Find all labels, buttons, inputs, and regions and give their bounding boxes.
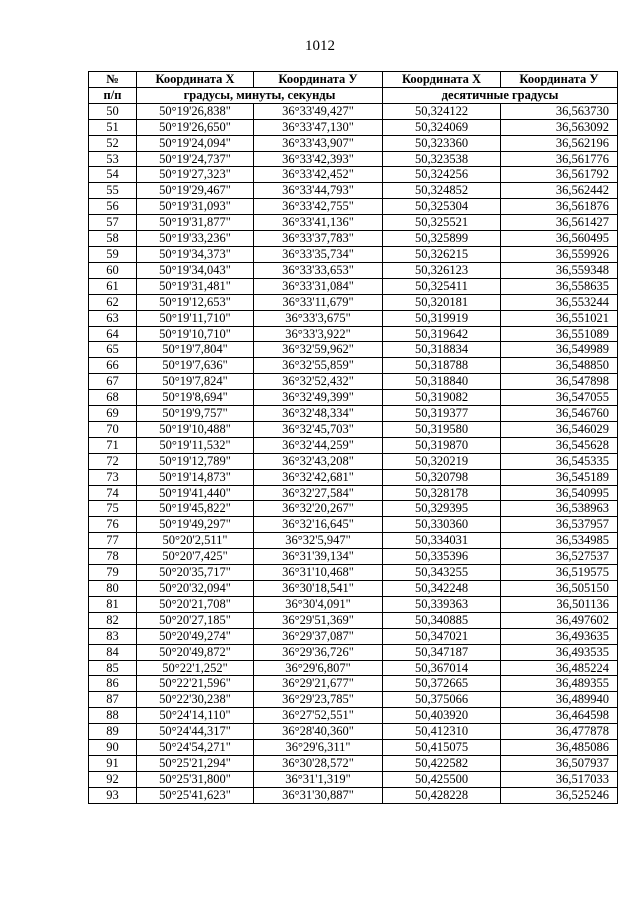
coord-y-dec: 36,517033 [501, 771, 618, 787]
table-row [89, 771, 618, 787]
coord-y-dec: 36,493535 [501, 644, 618, 660]
coord-y-dec: 36,464598 [501, 708, 618, 724]
coord-x-dms: 50°20'32,094" [137, 581, 254, 597]
row-number: 76 [89, 517, 137, 533]
coord-y-dms: 36°30'28,572" [254, 755, 383, 771]
table-row [89, 421, 618, 437]
coord-x-dms: 50°19'7,804" [137, 342, 254, 358]
coord-y-dec: 36,560495 [501, 231, 618, 247]
header-row-1 [89, 72, 618, 88]
coord-y-dms: 36°33'31,084" [254, 278, 383, 294]
coord-x-dec: 50,422582 [383, 755, 501, 771]
coord-x-dec: 50,324122 [383, 103, 501, 119]
coord-y-dec: 36,563730 [501, 103, 618, 119]
coord-x-dec: 50,326215 [383, 246, 501, 262]
row-number: 89 [89, 724, 137, 740]
coord-x-dms: 50°19'14,873" [137, 469, 254, 485]
coord-y-dec: 36,525246 [501, 787, 618, 803]
row-number: 57 [89, 215, 137, 231]
table-row [89, 660, 618, 676]
table-row [89, 151, 618, 167]
coord-y-dec: 36,501136 [501, 596, 618, 612]
row-number: 59 [89, 246, 137, 262]
coord-x-dms: 50°19'31,093" [137, 199, 254, 215]
coord-x-dec: 50,325304 [383, 199, 501, 215]
row-number: 56 [89, 199, 137, 215]
coord-y-dec: 36,562196 [501, 135, 618, 151]
coord-y-dms: 36°29'23,785" [254, 692, 383, 708]
coord-x-dms: 50°24'44,317" [137, 724, 254, 740]
coord-x-dec: 50,425500 [383, 771, 501, 787]
coord-y-dec: 36,546760 [501, 406, 618, 422]
table-row [89, 469, 618, 485]
coord-x-dms: 50°19'10,710" [137, 326, 254, 342]
coord-y-dms: 36°32'48,334" [254, 406, 383, 422]
coord-x-dec: 50,343255 [383, 565, 501, 581]
coord-x-dec: 50,324256 [383, 167, 501, 183]
table-row [89, 326, 618, 342]
coord-x-dec: 50,375066 [383, 692, 501, 708]
coord-y-dec: 36,519575 [501, 565, 618, 581]
row-number: 51 [89, 119, 137, 135]
coord-y-dms: 36°29'21,677" [254, 676, 383, 692]
coord-y-dms: 36°33'42,755" [254, 199, 383, 215]
table-row [89, 549, 618, 565]
table-row [89, 692, 618, 708]
table-row [89, 246, 618, 262]
coord-y-dec: 36,534985 [501, 533, 618, 549]
coord-y-dms: 36°29'6,807" [254, 660, 383, 676]
coord-y-dec: 36,537957 [501, 517, 618, 533]
table-row [89, 199, 618, 215]
row-number: 90 [89, 740, 137, 756]
coord-x-dec: 50,412310 [383, 724, 501, 740]
coord-y-dec: 36,551021 [501, 310, 618, 326]
coord-x-dec: 50,318834 [383, 342, 501, 358]
row-number: 64 [89, 326, 137, 342]
coord-y-dec: 36,551089 [501, 326, 618, 342]
table-row [89, 453, 618, 469]
coord-y-dms: 36°33'47,130" [254, 119, 383, 135]
coord-x-dms: 50°20'2,511" [137, 533, 254, 549]
coord-y-dms: 36°33'11,679" [254, 294, 383, 310]
row-number: 91 [89, 755, 137, 771]
coord-y-dec: 36,485224 [501, 660, 618, 676]
row-number: 70 [89, 421, 137, 437]
coord-x-dms: 50°19'10,488" [137, 421, 254, 437]
coord-y-dec: 36,540995 [501, 485, 618, 501]
coord-x-dms: 50°19'11,710" [137, 310, 254, 326]
table-row [89, 485, 618, 501]
coord-y-dms: 36°31'30,887" [254, 787, 383, 803]
table-row [89, 676, 618, 692]
header-row-2 [89, 87, 618, 103]
table-row [89, 342, 618, 358]
row-number: 60 [89, 262, 137, 278]
table-row [89, 533, 618, 549]
row-number: 80 [89, 581, 137, 597]
coord-x-dms: 50°19'31,877" [137, 215, 254, 231]
coord-x-dms: 50°19'9,757" [137, 406, 254, 422]
coord-x-dec: 50,329395 [383, 501, 501, 517]
coord-x-dec: 50,334031 [383, 533, 501, 549]
table-row [89, 755, 618, 771]
coord-x-dms: 50°19'33,236" [137, 231, 254, 247]
row-number: 93 [89, 787, 137, 803]
coord-x-dms: 50°25'21,294" [137, 755, 254, 771]
table-row [89, 262, 618, 278]
coord-y-dms: 36°32'49,399" [254, 390, 383, 406]
row-number: 69 [89, 406, 137, 422]
coord-y-dec: 36,505150 [501, 581, 618, 597]
coord-x-dms: 50°25'31,800" [137, 771, 254, 787]
table-row [89, 374, 618, 390]
coord-y-dms: 36°33'3,922" [254, 326, 383, 342]
coord-y-dms: 36°32'59,962" [254, 342, 383, 358]
coord-x-dms: 50°19'24,737" [137, 151, 254, 167]
header-coord-y-dms: Координата У [254, 72, 383, 88]
coord-x-dec: 50,319580 [383, 421, 501, 437]
coord-x-dec: 50,319870 [383, 437, 501, 453]
coord-y-dec: 36,559926 [501, 246, 618, 262]
table-row [89, 581, 618, 597]
coord-y-dec: 36,545628 [501, 437, 618, 453]
coord-y-dec: 36,545335 [501, 453, 618, 469]
table-row [89, 517, 618, 533]
coord-x-dec: 50,318788 [383, 358, 501, 374]
coord-x-dms: 50°19'27,323" [137, 167, 254, 183]
coord-y-dms: 36°33'49,427" [254, 103, 383, 119]
row-number: 54 [89, 167, 137, 183]
coord-y-dec: 36,489355 [501, 676, 618, 692]
coord-y-dec: 36,561776 [501, 151, 618, 167]
header-coord-y-dec: Координата У [501, 72, 618, 88]
coord-x-dec: 50,318840 [383, 374, 501, 390]
row-number: 67 [89, 374, 137, 390]
coord-x-dec: 50,319082 [383, 390, 501, 406]
coord-y-dms: 36°32'55,859" [254, 358, 383, 374]
coord-y-dec: 36,493635 [501, 628, 618, 644]
row-number: 87 [89, 692, 137, 708]
coord-y-dms: 36°29'51,369" [254, 612, 383, 628]
coord-x-dec: 50,320798 [383, 469, 501, 485]
coord-x-dec: 50,319642 [383, 326, 501, 342]
row-number: 62 [89, 294, 137, 310]
coord-x-dms: 50°20'21,708" [137, 596, 254, 612]
row-number: 81 [89, 596, 137, 612]
coord-y-dms: 36°28'40,360" [254, 724, 383, 740]
coord-x-dms: 50°19'11,532" [137, 437, 254, 453]
coord-y-dec: 36,563092 [501, 119, 618, 135]
coord-y-dec: 36,561792 [501, 167, 618, 183]
coord-x-dms: 50°20'7,425" [137, 549, 254, 565]
table-body [89, 103, 618, 803]
coord-x-dms: 50°19'41,440" [137, 485, 254, 501]
coord-y-dms: 36°33'42,393" [254, 151, 383, 167]
coord-x-dms: 50°20'35,717" [137, 565, 254, 581]
coord-y-dec: 36,547898 [501, 374, 618, 390]
coord-y-dec: 36,548850 [501, 358, 618, 374]
table-row [89, 406, 618, 422]
coord-x-dms: 50°19'7,824" [137, 374, 254, 390]
coord-y-dms: 36°33'37,783" [254, 231, 383, 247]
coord-y-dms: 36°32'52,432" [254, 374, 383, 390]
coord-x-dec: 50,347021 [383, 628, 501, 644]
header-group-dms: градусы, минуты, секунды [137, 87, 383, 103]
coord-y-dms: 36°33'42,452" [254, 167, 383, 183]
coord-y-dms: 36°32'42,681" [254, 469, 383, 485]
table-row [89, 294, 618, 310]
coord-y-dms: 36°27'52,551" [254, 708, 383, 724]
table-row [89, 787, 618, 803]
coord-y-dms: 36°32'43,208" [254, 453, 383, 469]
coord-y-dms: 36°32'16,645" [254, 517, 383, 533]
coord-x-dec: 50,323360 [383, 135, 501, 151]
row-number: 85 [89, 660, 137, 676]
coord-x-dec: 50,347187 [383, 644, 501, 660]
coord-x-dec: 50,339363 [383, 596, 501, 612]
coord-y-dec: 36,497602 [501, 612, 618, 628]
table-row [89, 183, 618, 199]
coord-x-dec: 50,403920 [383, 708, 501, 724]
coord-y-dec: 36,561876 [501, 199, 618, 215]
table-row [89, 724, 618, 740]
coord-x-dms: 50°24'14,110" [137, 708, 254, 724]
table-row [89, 644, 618, 660]
coord-y-dms: 36°29'37,087" [254, 628, 383, 644]
coord-x-dec: 50,415075 [383, 740, 501, 756]
table-row [89, 596, 618, 612]
coord-y-dms: 36°32'45,703" [254, 421, 383, 437]
coord-y-dec: 36,538963 [501, 501, 618, 517]
coord-y-dms: 36°30'4,091" [254, 596, 383, 612]
coord-x-dec: 50,320181 [383, 294, 501, 310]
coord-x-dms: 50°19'24,094" [137, 135, 254, 151]
coord-x-dms: 50°19'49,297" [137, 517, 254, 533]
coord-y-dec: 36,477878 [501, 724, 618, 740]
coord-y-dms: 36°31'10,468" [254, 565, 383, 581]
table-row [89, 358, 618, 374]
coord-x-dec: 50,323538 [383, 151, 501, 167]
row-number: 78 [89, 549, 137, 565]
row-number: 68 [89, 390, 137, 406]
coord-x-dec: 50,326123 [383, 262, 501, 278]
coord-y-dec: 36,507937 [501, 755, 618, 771]
coord-x-dms: 50°22'21,596" [137, 676, 254, 692]
coord-y-dec: 36,527537 [501, 549, 618, 565]
coord-y-dec: 36,561427 [501, 215, 618, 231]
coord-y-dec: 36,562442 [501, 183, 618, 199]
coord-x-dms: 50°25'41,623" [137, 787, 254, 803]
coord-y-dms: 36°32'27,584" [254, 485, 383, 501]
row-number: 86 [89, 676, 137, 692]
coord-x-dms: 50°19'26,650" [137, 119, 254, 135]
coord-y-dms: 36°29'36,726" [254, 644, 383, 660]
coord-y-dec: 36,545189 [501, 469, 618, 485]
coord-x-dec: 50,319377 [383, 406, 501, 422]
row-number: 84 [89, 644, 137, 660]
coord-x-dec: 50,367014 [383, 660, 501, 676]
table-row [89, 231, 618, 247]
coord-y-dms: 36°33'3,675" [254, 310, 383, 326]
row-number: 71 [89, 437, 137, 453]
coord-y-dec: 36,485086 [501, 740, 618, 756]
row-number: 75 [89, 501, 137, 517]
coord-x-dec: 50,340885 [383, 612, 501, 628]
table-row [89, 740, 618, 756]
row-number: 66 [89, 358, 137, 374]
row-number: 65 [89, 342, 137, 358]
coord-x-dms: 50°24'54,271" [137, 740, 254, 756]
coord-y-dms: 36°29'6,311" [254, 740, 383, 756]
table-row [89, 708, 618, 724]
coord-x-dms: 50°19'45,822" [137, 501, 254, 517]
coord-y-dec: 36,553244 [501, 294, 618, 310]
header-group-dec: десятичные градусы [383, 87, 618, 103]
coord-y-dms: 36°32'44,259" [254, 437, 383, 453]
coord-x-dec: 50,325411 [383, 278, 501, 294]
coordinates-table [88, 71, 618, 804]
row-number: 77 [89, 533, 137, 549]
table-row [89, 565, 618, 581]
coord-x-dms: 50°20'27,185" [137, 612, 254, 628]
coord-x-dms: 50°22'30,238" [137, 692, 254, 708]
row-number: 52 [89, 135, 137, 151]
table-row [89, 215, 618, 231]
coord-x-dms: 50°19'26,838" [137, 103, 254, 119]
coord-x-dec: 50,372665 [383, 676, 501, 692]
coord-x-dec: 50,342248 [383, 581, 501, 597]
row-number: 73 [89, 469, 137, 485]
coord-y-dec: 36,547055 [501, 390, 618, 406]
coord-y-dms: 36°33'33,653" [254, 262, 383, 278]
coord-y-dms: 36°30'18,541" [254, 581, 383, 597]
row-number: 63 [89, 310, 137, 326]
coord-x-dms: 50°19'7,636" [137, 358, 254, 374]
header-coord-x-dms: Координата Х [137, 72, 254, 88]
table-row [89, 278, 618, 294]
coord-x-dec: 50,335396 [383, 549, 501, 565]
table-row [89, 437, 618, 453]
coord-x-dms: 50°19'8,694" [137, 390, 254, 406]
table-row [89, 628, 618, 644]
header-num-bottom: п/п [89, 87, 137, 103]
coord-x-dec: 50,330360 [383, 517, 501, 533]
page-number: 1012 [305, 38, 335, 54]
coord-y-dec: 36,489940 [501, 692, 618, 708]
coord-y-dms: 36°33'35,734" [254, 246, 383, 262]
coord-y-dec: 36,549989 [501, 342, 618, 358]
coord-x-dms: 50°19'12,789" [137, 453, 254, 469]
coord-x-dms: 50°22'1,252" [137, 660, 254, 676]
coord-y-dms: 36°31'1,319" [254, 771, 383, 787]
row-number: 61 [89, 278, 137, 294]
coord-x-dms: 50°19'31,481" [137, 278, 254, 294]
row-number: 53 [89, 151, 137, 167]
coord-y-dms: 36°33'41,136" [254, 215, 383, 231]
coord-x-dec: 50,325521 [383, 215, 501, 231]
coord-x-dms: 50°19'34,043" [137, 262, 254, 278]
coord-x-dms: 50°19'12,653" [137, 294, 254, 310]
table-row [89, 119, 618, 135]
table-row [89, 390, 618, 406]
row-number: 72 [89, 453, 137, 469]
table-row [89, 501, 618, 517]
table-row [89, 167, 618, 183]
coord-x-dec: 50,428228 [383, 787, 501, 803]
coord-x-dms: 50°19'29,467" [137, 183, 254, 199]
coord-x-dec: 50,325899 [383, 231, 501, 247]
coord-y-dms: 36°32'20,267" [254, 501, 383, 517]
coord-x-dec: 50,328178 [383, 485, 501, 501]
row-number: 58 [89, 231, 137, 247]
coord-x-dec: 50,319919 [383, 310, 501, 326]
coord-y-dms: 36°31'39,134" [254, 549, 383, 565]
coord-x-dec: 50,324852 [383, 183, 501, 199]
coord-x-dms: 50°20'49,274" [137, 628, 254, 644]
table-row [89, 310, 618, 326]
coord-y-dms: 36°32'5,947" [254, 533, 383, 549]
row-number: 88 [89, 708, 137, 724]
coord-y-dms: 36°33'43,907" [254, 135, 383, 151]
table-row [89, 612, 618, 628]
row-number: 83 [89, 628, 137, 644]
coord-y-dec: 36,559348 [501, 262, 618, 278]
coord-x-dec: 50,324069 [383, 119, 501, 135]
coord-x-dms: 50°19'34,373" [137, 246, 254, 262]
table-row [89, 103, 618, 119]
table-header [89, 72, 618, 104]
row-number: 82 [89, 612, 137, 628]
row-number: 50 [89, 103, 137, 119]
coord-x-dms: 50°20'49,872" [137, 644, 254, 660]
coord-y-dec: 36,558635 [501, 278, 618, 294]
coord-y-dms: 36°33'44,793" [254, 183, 383, 199]
row-number: 55 [89, 183, 137, 199]
row-number: 74 [89, 485, 137, 501]
header-num-top: № [89, 72, 137, 88]
header-coord-x-dec: Координата Х [383, 72, 501, 88]
table-row [89, 135, 618, 151]
coord-y-dec: 36,546029 [501, 421, 618, 437]
coord-x-dec: 50,320219 [383, 453, 501, 469]
row-number: 92 [89, 771, 137, 787]
row-number: 79 [89, 565, 137, 581]
